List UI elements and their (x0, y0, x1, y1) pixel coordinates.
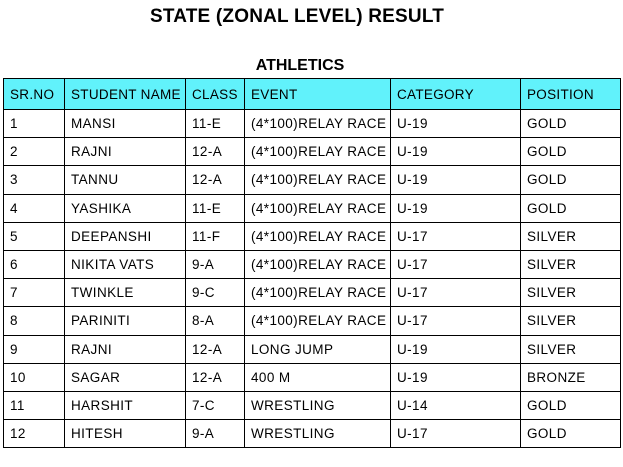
cell-student-name: MANSI (65, 110, 186, 138)
table-row (4, 166, 621, 194)
header-class: CLASS (186, 79, 245, 110)
cell-position: SILVER (521, 250, 621, 278)
table-row (4, 307, 621, 335)
cell-category: U-17 (391, 250, 521, 278)
table-row (4, 110, 621, 138)
cell-event: (4*100)RELAY RACE (245, 138, 391, 166)
cell-sr-no: 4 (4, 194, 65, 222)
header-category: CATEGORY (391, 79, 521, 110)
cell-category: U-19 (391, 194, 521, 222)
header-position: POSITION (521, 79, 621, 110)
table-row (4, 420, 621, 448)
cell-sr-no: 7 (4, 279, 65, 307)
cell-position: GOLD (521, 138, 621, 166)
header-sr-no: SR.NO (4, 79, 65, 110)
cell-category: U-19 (391, 363, 521, 391)
cell-student-name: NIKITA VATS (65, 250, 186, 278)
cell-position: SILVER (521, 222, 621, 250)
cell-event: (4*100)RELAY RACE (245, 222, 391, 250)
cell-student-name: DEEPANSHI (65, 222, 186, 250)
cell-position: GOLD (521, 110, 621, 138)
cell-student-name: PARINITI (65, 307, 186, 335)
cell-position: SILVER (521, 279, 621, 307)
cell-category: U-17 (391, 222, 521, 250)
cell-sr-no: 11 (4, 391, 65, 419)
cell-class: 12-A (186, 363, 245, 391)
cell-category: U-19 (391, 335, 521, 363)
cell-event: (4*100)RELAY RACE (245, 279, 391, 307)
cell-class: 11-E (186, 194, 245, 222)
cell-category: U-17 (391, 420, 521, 448)
cell-event: (4*100)RELAY RACE (245, 250, 391, 278)
cell-event: (4*100)RELAY RACE (245, 307, 391, 335)
table-row (4, 250, 621, 278)
cell-event: (4*100)RELAY RACE (245, 110, 391, 138)
cell-category: U-19 (391, 138, 521, 166)
cell-position: GOLD (521, 420, 621, 448)
cell-class: 12-A (186, 138, 245, 166)
cell-category: U-19 (391, 166, 521, 194)
cell-category: U-14 (391, 391, 521, 419)
cell-student-name: RAJNI (65, 138, 186, 166)
cell-student-name: HARSHIT (65, 391, 186, 419)
table-row (4, 222, 621, 250)
table-row (4, 194, 621, 222)
cell-category: U-17 (391, 307, 521, 335)
cell-class: 9-A (186, 250, 245, 278)
cell-class: 12-A (186, 335, 245, 363)
cell-sr-no: 6 (4, 250, 65, 278)
header-row (4, 79, 621, 110)
cell-class: 8-A (186, 307, 245, 335)
header-student-name: STUDENT NAME (65, 79, 186, 110)
cell-sr-no: 5 (4, 222, 65, 250)
cell-position: GOLD (521, 194, 621, 222)
table-row (4, 391, 621, 419)
cell-category: U-17 (391, 279, 521, 307)
cell-position: GOLD (521, 166, 621, 194)
cell-event: 400 M (245, 363, 391, 391)
cell-student-name: TWINKLE (65, 279, 186, 307)
cell-event: (4*100)RELAY RACE (245, 194, 391, 222)
cell-position: BRONZE (521, 363, 621, 391)
results-table (3, 78, 621, 448)
cell-position: SILVER (521, 335, 621, 363)
cell-sr-no: 10 (4, 363, 65, 391)
cell-sr-no: 3 (4, 166, 65, 194)
table-row (4, 138, 621, 166)
cell-sr-no: 12 (4, 420, 65, 448)
cell-class: 11-F (186, 222, 245, 250)
cell-event: WRESTLING (245, 420, 391, 448)
cell-event: LONG JUMP (245, 335, 391, 363)
cell-student-name: TANNU (65, 166, 186, 194)
cell-class: 11-E (186, 110, 245, 138)
cell-category: U-19 (391, 110, 521, 138)
cell-sr-no: 1 (4, 110, 65, 138)
header-event: EVENT (245, 79, 391, 110)
cell-student-name: YASHIKA (65, 194, 186, 222)
table-row (4, 279, 621, 307)
cell-event: WRESTLING (245, 391, 391, 419)
page-title: STATE (ZONAL LEVEL) RESULT (149, 6, 445, 27)
cell-student-name: HITESH (65, 420, 186, 448)
cell-sr-no: 8 (4, 307, 65, 335)
cell-student-name: SAGAR (65, 363, 186, 391)
results-table-body (4, 110, 621, 448)
cell-position: GOLD (521, 391, 621, 419)
cell-class: 7-C (186, 391, 245, 419)
cell-sr-no: 9 (4, 335, 65, 363)
cell-class: 9-A (186, 420, 245, 448)
results-table-header (4, 79, 621, 110)
table-row (4, 335, 621, 363)
cell-class: 9-C (186, 279, 245, 307)
table-row (4, 363, 621, 391)
cell-event: (4*100)RELAY RACE (245, 166, 391, 194)
cell-position: SILVER (521, 307, 621, 335)
cell-sr-no: 2 (4, 138, 65, 166)
cell-class: 12-A (186, 166, 245, 194)
cell-student-name: RAJNI (65, 335, 186, 363)
section-title: ATHLETICS (255, 57, 345, 74)
